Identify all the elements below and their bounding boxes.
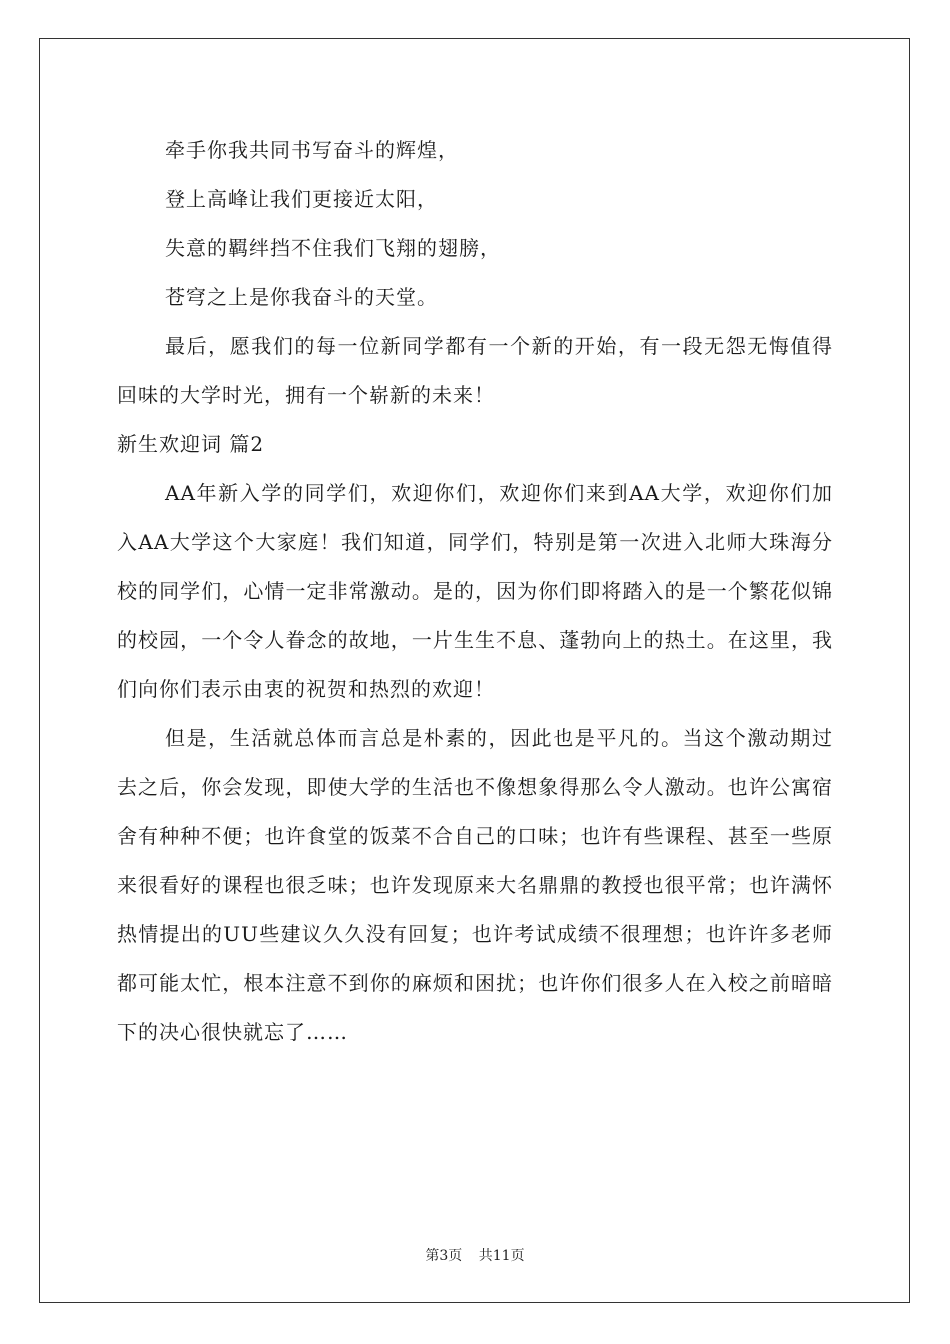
section-heading: 新生欢迎词 篇2 <box>117 432 265 456</box>
document-body <box>117 126 833 1057</box>
poem-line: 苍穹之上是你我奋斗的天堂。 <box>165 285 438 309</box>
reality-paragraph: 但是，生活就总体而言总是朴素的，因此也是平凡的。当这个激动期过去之后，你会发现，即使大学的生活也不像想象得那么令人激动。也许公寓宿舍有种种不便；也许食堂的饭菜不合自己的口味；也许有些课程、甚至一些原来很看好的课程也很乏味；也许发现原来大名鼎鼎的教授也很平常；也许满怀热情提出的UU些建议久久没有回复；也许考试成绩不很理想；也许许多老师都可能太忙，根本注意不到你的麻烦和困扰；也许你们很多人在入校之前暗暗下的决心很快就忘了…… <box>117 726 833 1044</box>
poem-line: 登上高峰让我们更接近太阳， <box>165 187 438 211</box>
page-number: 第3页 <box>425 1248 463 1264</box>
poem-line: 失意的羁绊挡不住我们飞翔的翅膀， <box>165 236 501 260</box>
poem-line: 牵手你我共同书写奋斗的辉煌， <box>165 138 459 162</box>
page-total: 共11页 <box>478 1248 525 1264</box>
welcome-paragraph: AA年新入学的同学们，欢迎你们，欢迎你们来到AA大学，欢迎你们加入AA大学这个大家庭！我们知道，同学们，特别是第一次进入北师大珠海分校的同学们，心情一定非常激动。是的，因为你们即将踏入的是一个繁花似锦的校园，一个令人眷念的故地，一片生生不息、蓬勃向上的热土。在这里，我们向你们表示由衷的祝贺和热烈的欢迎！ <box>117 481 833 701</box>
closing-paragraph: 最后，愿我们的每一位新同学都有一个新的开始，有一段无怨无悔值得回味的大学时光，拥有一个崭新的未来！ <box>117 334 833 407</box>
page-footer <box>0 1245 950 1265</box>
